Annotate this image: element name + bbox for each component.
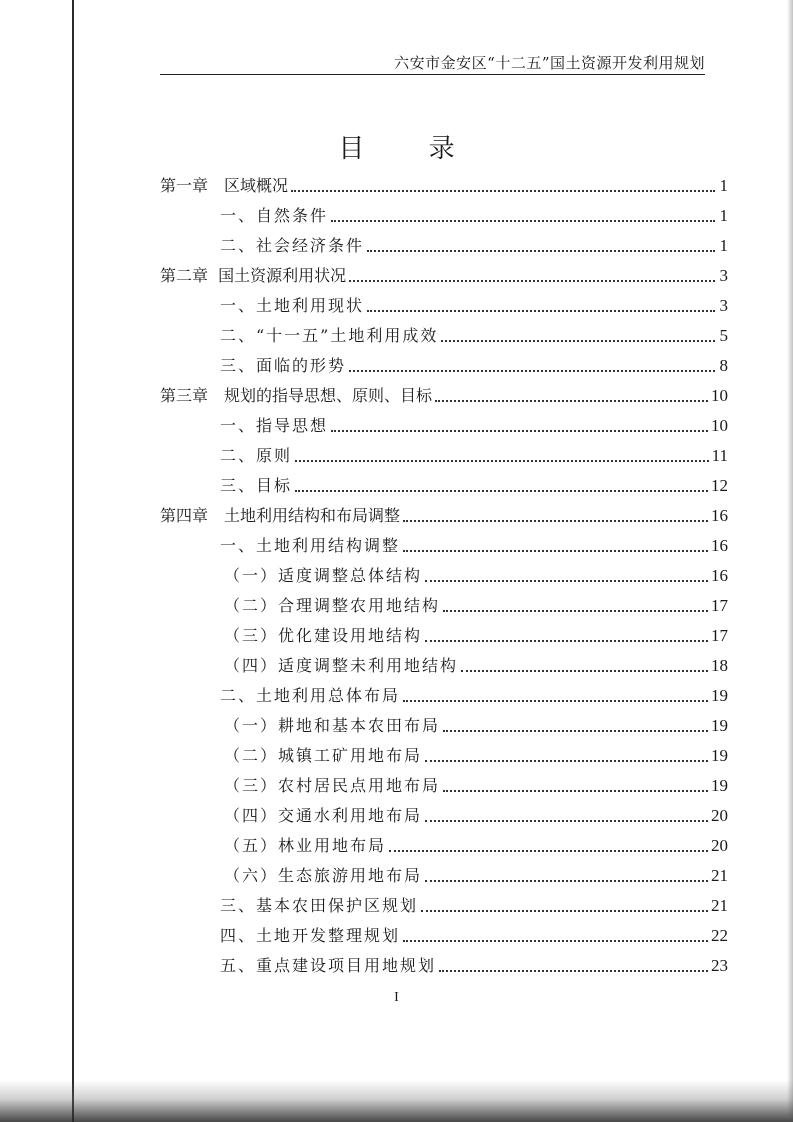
toc-entry-chapter[interactable] <box>160 378 728 408</box>
toc-entry-subsection[interactable] <box>160 708 728 738</box>
toc-entry-subsection[interactable] <box>160 588 728 618</box>
toc-dot-leader <box>331 220 715 222</box>
toc-entry-section[interactable] <box>160 348 728 378</box>
toc-entry-page: 17 <box>711 626 728 645</box>
toc-entry-section[interactable] <box>160 948 728 978</box>
toc-entry-label: 二、社会经济条件 <box>220 236 365 255</box>
toc-entry-label: （四）适度调整未利用地结构 <box>224 656 459 675</box>
table-of-contents <box>160 168 728 978</box>
toc-entry-label: （二）合理调整农用地结构 <box>224 596 441 615</box>
toc-entry-page: 12 <box>711 476 728 495</box>
toc-entry-subsection[interactable] <box>160 648 728 678</box>
toc-entry-page: 19 <box>711 746 728 765</box>
toc-entry-subsection[interactable] <box>160 828 728 858</box>
toc-dot-leader <box>425 580 708 582</box>
running-header-title: 六安市金安区“十二五”国土资源开发利用规划 <box>394 54 705 72</box>
toc-entry-page: 22 <box>711 926 728 945</box>
toc-dot-leader <box>403 700 708 702</box>
scan-shadow-bottom <box>0 1080 793 1122</box>
toc-entry-chapter[interactable] <box>160 258 728 288</box>
toc-dot-leader <box>295 460 709 462</box>
toc-dot-leader <box>421 910 708 912</box>
toc-dot-leader <box>425 640 708 642</box>
toc-dot-leader <box>439 970 708 972</box>
toc-entry-section[interactable] <box>160 468 728 498</box>
toc-entry-page: 19 <box>711 716 728 735</box>
toc-entry-label: 第二章 国土资源利用状况 <box>160 266 347 285</box>
toc-entry-label: 二、原则 <box>220 446 293 465</box>
toc-dot-leader <box>403 940 708 942</box>
scan-shadow-right <box>787 0 793 1122</box>
toc-entry-page: 1 <box>719 236 728 255</box>
toc-entry-label: 第四章 土地利用结构和布局调整 <box>160 506 401 525</box>
toc-dot-leader <box>443 610 708 612</box>
binding-edge <box>72 0 74 1122</box>
toc-entry-label: 一、指导思想 <box>220 416 329 435</box>
running-header <box>160 50 705 75</box>
toc-dot-leader <box>367 310 715 312</box>
toc-entry-label: （四）交通水利用地布局 <box>224 806 423 825</box>
toc-entry-label: 四、土地开发整理规划 <box>220 926 401 945</box>
toc-entry-page: 17 <box>711 596 728 615</box>
toc-dot-leader <box>295 490 708 492</box>
page-number: I <box>394 990 399 1005</box>
toc-entry-label: 二、土地利用总体布局 <box>220 686 401 705</box>
toc-entry-page: 3 <box>719 266 728 285</box>
toc-dot-leader <box>435 400 708 402</box>
toc-dot-leader <box>349 280 715 282</box>
toc-entry-section[interactable] <box>160 678 728 708</box>
toc-entry-label: 五、重点建设项目用地规划 <box>220 956 437 975</box>
toc-entry-page: 16 <box>711 536 728 555</box>
toc-entry-section[interactable] <box>160 918 728 948</box>
toc-dot-leader <box>425 760 708 762</box>
toc-dot-leader <box>403 550 708 552</box>
toc-entry-label: 第一章 区域概况 <box>160 176 289 195</box>
toc-entry-page: 18 <box>711 656 728 675</box>
toc-entry-page: 16 <box>711 506 728 525</box>
toc-entry-label: 第三章 规划的指导思想、原则、目标 <box>160 386 433 405</box>
toc-entry-subsection[interactable] <box>160 618 728 648</box>
toc-entry-section[interactable] <box>160 198 728 228</box>
toc-dot-leader <box>291 190 715 192</box>
toc-entry-section[interactable] <box>160 888 728 918</box>
toc-entry-section[interactable] <box>160 318 728 348</box>
toc-entry-page: 20 <box>711 836 728 855</box>
toc-entry-section[interactable] <box>160 438 728 468</box>
toc-entry-page: 21 <box>711 896 728 915</box>
toc-dot-leader <box>425 880 708 882</box>
toc-dot-leader <box>367 250 715 252</box>
toc-entry-subsection[interactable] <box>160 768 728 798</box>
toc-dot-leader <box>349 370 715 372</box>
toc-entry-page: 11 <box>711 446 728 465</box>
toc-entry-chapter[interactable] <box>160 168 728 198</box>
toc-dot-leader <box>443 790 708 792</box>
toc-entry-label: （一）耕地和基本农田布局 <box>224 716 441 735</box>
toc-dot-leader <box>331 430 708 432</box>
toc-entry-subsection[interactable] <box>160 798 728 828</box>
toc-dot-leader <box>425 820 708 822</box>
toc-entry-page: 1 <box>719 176 728 195</box>
toc-entry-page: 3 <box>719 296 728 315</box>
toc-entry-page: 19 <box>711 776 728 795</box>
toc-dot-leader <box>403 520 708 522</box>
toc-entry-label: （二）城镇工矿用地布局 <box>224 746 423 765</box>
toc-entry-chapter[interactable] <box>160 498 728 528</box>
toc-entry-page: 19 <box>711 686 728 705</box>
toc-dot-leader <box>389 850 708 852</box>
toc-entry-page: 23 <box>711 956 728 975</box>
toc-entry-label: 三、面临的形势 <box>220 356 347 375</box>
toc-entry-page: 10 <box>711 386 728 405</box>
page-title: 目 录 <box>338 134 483 164</box>
toc-entry-subsection[interactable] <box>160 558 728 588</box>
toc-entry-label: （五）林业用地布局 <box>224 836 387 855</box>
toc-entry-label: 三、目标 <box>220 476 293 495</box>
toc-entry-label: 一、土地利用结构调整 <box>220 536 401 555</box>
toc-entry-label: （三）优化建设用地结构 <box>224 626 423 645</box>
toc-entry-section[interactable] <box>160 228 728 258</box>
toc-entry-section[interactable] <box>160 528 728 558</box>
toc-entry-page: 5 <box>719 326 728 345</box>
toc-entry-label: 二、“十一五”土地利用成效 <box>220 326 439 345</box>
toc-entry-label: 三、基本农田保护区规划 <box>220 896 419 915</box>
toc-entry-label: （六）生态旅游用地布局 <box>224 866 423 885</box>
toc-entry-page: 16 <box>711 566 728 585</box>
toc-entry-page: 1 <box>719 206 728 225</box>
toc-entry-page: 20 <box>711 806 728 825</box>
toc-entry-label: 一、自然条件 <box>220 206 329 225</box>
toc-entry-section[interactable] <box>160 288 728 318</box>
toc-entry-label: （一）适度调整总体结构 <box>224 566 423 585</box>
toc-entry-label: 一、土地利用现状 <box>220 296 365 315</box>
toc-dot-leader <box>441 340 715 342</box>
toc-dot-leader <box>443 730 708 732</box>
toc-entry-section[interactable] <box>160 408 728 438</box>
toc-dot-leader <box>461 670 708 672</box>
toc-entry-subsection[interactable] <box>160 738 728 768</box>
toc-entry-page: 8 <box>719 356 728 375</box>
toc-entry-label: （三）农村居民点用地布局 <box>224 776 441 795</box>
toc-entry-page: 21 <box>711 866 728 885</box>
toc-entry-subsection[interactable] <box>160 858 728 888</box>
toc-entry-page: 10 <box>711 416 728 435</box>
